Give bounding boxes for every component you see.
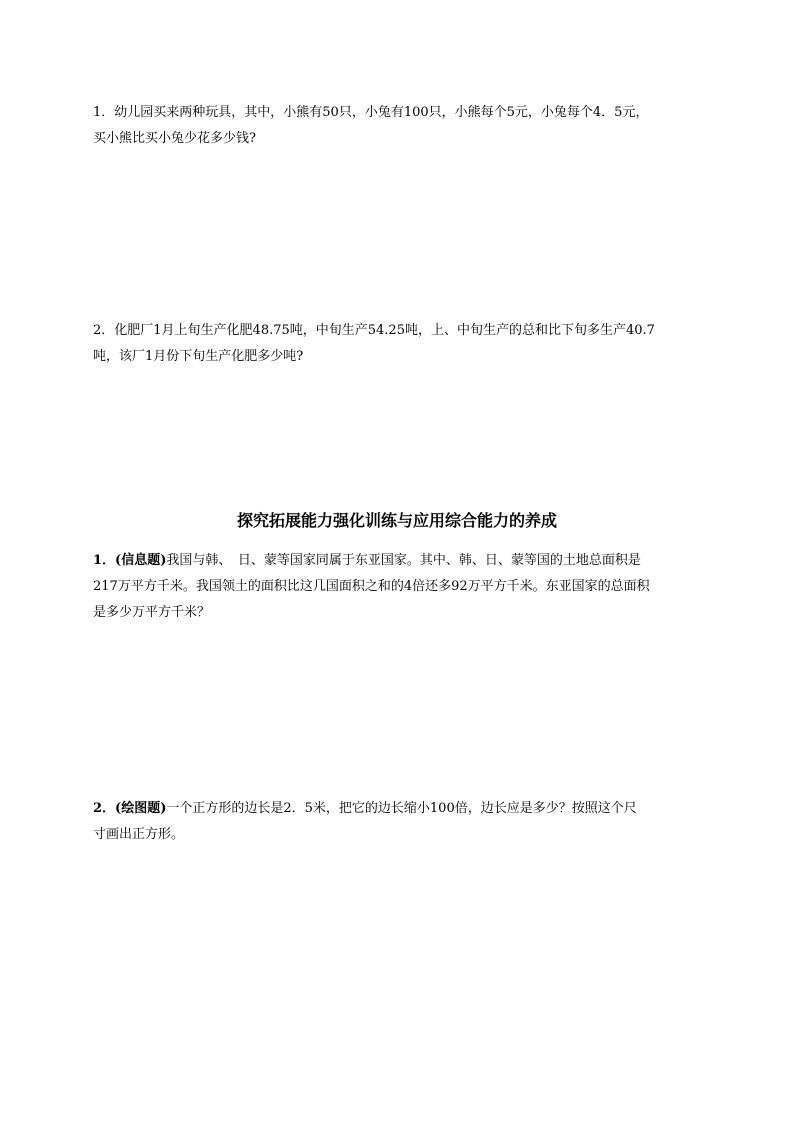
problem-2-part2-line-2: 寸画出正方形。 — [93, 827, 185, 842]
problem-number: 2． — [93, 801, 116, 816]
problem-1-part2 — [93, 548, 708, 626]
problem-1-part1 — [93, 100, 713, 152]
problem-tag: (信息题) — [115, 553, 167, 568]
problem-1-line-2: 买小熊比买小兔少花多少钱? — [93, 131, 256, 146]
problem-1-part2-line-2: 217万平方千米。我国领土的面积比这几国面积之和的4倍还多92万平方千米。东亚国家的总面积 — [93, 579, 650, 594]
problem-2-part2-line-1 — [93, 796, 708, 822]
problem-1-part2-line-1 — [93, 548, 708, 574]
problem-1-part2-line-3: 是多少万平方千米？ — [93, 605, 211, 620]
problem-2-part1 — [93, 318, 713, 370]
problem-text: 我国与韩、 日、蒙等国家同属于东亚国家。其中、韩、日、蒙等国的土地总面积是 — [166, 553, 641, 568]
problem-2-part2 — [93, 796, 708, 848]
problem-2-line-1: 2．化肥厂1月上旬生产化肥48.75吨，中旬生产54.25吨，上、中旬生产的总和比下旬多生产40.7 — [93, 323, 655, 338]
problem-text: 一个正方形的边长是2．5米，把它的边长缩小100倍，边长应是多少？按照这个尺 — [166, 801, 637, 816]
problem-2-line-2: 吨，该厂1月份下旬生产化肥多少吨? — [93, 349, 304, 364]
problem-number: 1． — [93, 553, 116, 568]
problem-1-line-1: 1．幼儿园买来两种玩具，其中，小熊有50只，小兔有100只，小熊每个5元，小兔每个4．5元， — [93, 105, 649, 120]
problem-tag: (绘图题) — [115, 801, 167, 816]
section-title: 探究拓展能力强化训练与应用综合能力的养成 — [236, 511, 557, 530]
